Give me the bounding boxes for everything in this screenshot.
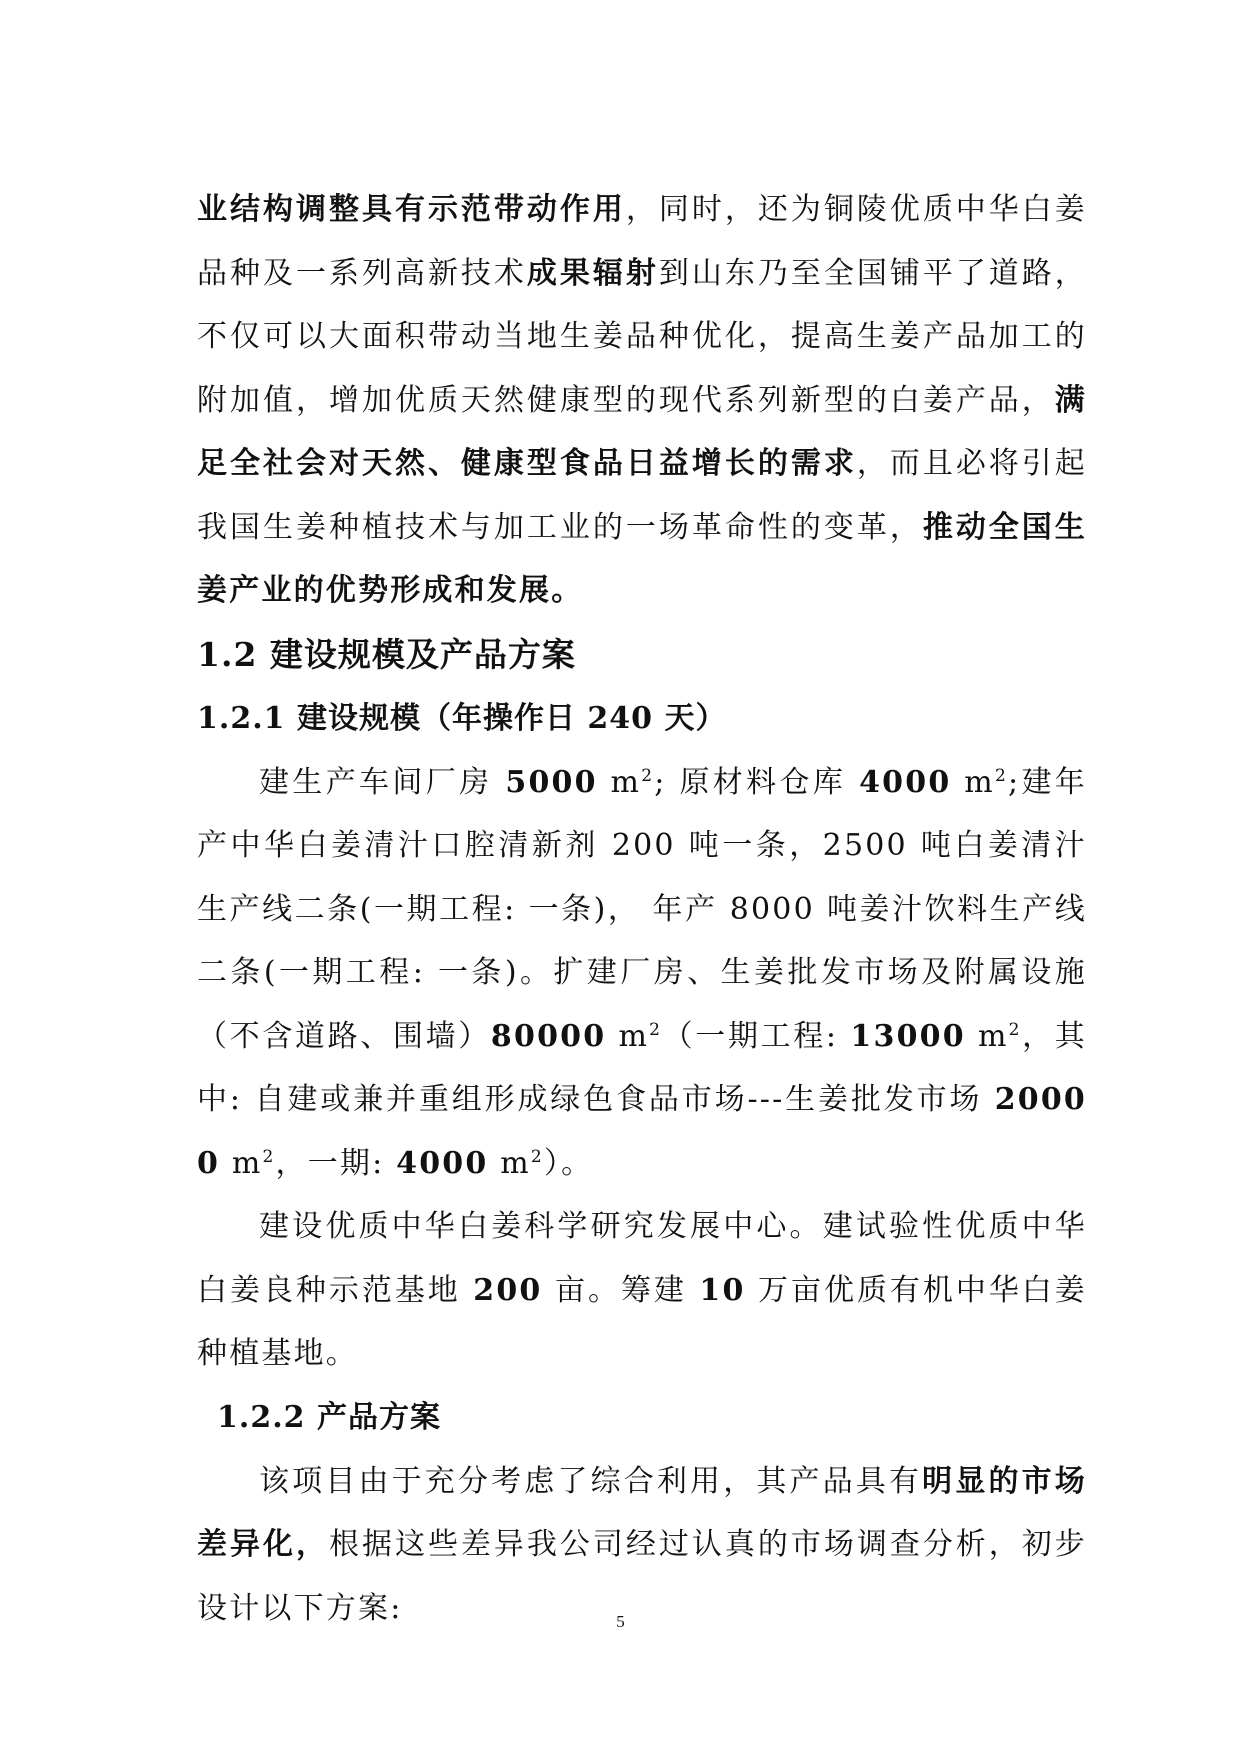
body-text: 根据这些差异我公司经过认真的市场调查分析，初步设计以下方案: [197, 1527, 1087, 1626]
body-text: 建生产车间厂房 [259, 764, 506, 800]
body-text: ;建年产中华白姜清汁口腔清新剂 200 吨一条，2500 吨白姜清汁生产线二条(一期工程: 一条)， 年产 8000 吨姜汁饮料生产线二条(一期工程: 一条)。扩建厂房、生姜批发市场及附属设施（不含道路、围墙） [197, 764, 1087, 1054]
unit-superscript: 2 [1008, 1019, 1022, 1040]
unit-superscript: 2 [262, 1146, 276, 1167]
body-text: 亩。筹建 [542, 1272, 700, 1308]
unit: m [951, 764, 995, 800]
section-heading-1-2-1: 1.2.1 建设规模（年操作日 240 天） [197, 700, 727, 736]
unit: m [597, 764, 642, 800]
body-text: （一期工程: [662, 1018, 851, 1054]
bold-phrase: 满足全社会对天然、健康型食品日益增长的需求 [197, 382, 1087, 481]
unit: m [606, 1018, 650, 1054]
body-text: 建设优质中华白姜科学研究发展中心。建试验性优质中华白姜良种示范基地 [197, 1209, 1087, 1308]
bold-phrase: 推动全国生姜产业的优势形成和发展。 [197, 509, 1087, 608]
quantity-value: 200 [473, 1272, 543, 1308]
body-text: ，而且必将引起我国生姜种植技术与加工业的一场革命性的变革， [197, 446, 1087, 545]
area-value: 80000 [490, 1018, 607, 1054]
area-value: 20000 [197, 1082, 1087, 1181]
intro-paragraph [197, 178, 1087, 623]
body-text: ，一期: [275, 1145, 397, 1181]
page-content [197, 178, 1087, 1640]
section-heading-1-2-2: 1.2.2 产品方案 [217, 1399, 441, 1435]
body-text: ，其中: 自建或兼并重组形成绿色食品市场---生姜批发市场 [197, 1018, 1087, 1117]
research-center-paragraph [197, 1195, 1087, 1386]
bold-phrase: 成果辐射 [526, 255, 659, 291]
bold-phrase: 业结构调整具有示范带动作用 [197, 192, 626, 227]
unit: m [220, 1145, 263, 1181]
bold-phrase: 明显的市场差异化， [197, 1463, 1088, 1562]
unit: m [965, 1018, 1009, 1054]
body-text: 该项目由于充分考虑了综合利用，其产品具有 [259, 1463, 923, 1499]
unit-superscript: 2 [649, 1019, 663, 1040]
page-number: 5 [616, 1612, 625, 1631]
unit-superscript: 2 [641, 765, 655, 786]
area-value: 13000 [850, 1018, 966, 1054]
construction-scale-paragraph [197, 751, 1087, 1196]
body-text: ，同时，还为铜陵优质中华白姜品种及一系列高新技术 [197, 192, 1087, 291]
unit-superscript: 2 [994, 765, 1008, 786]
area-value: 4000 [396, 1145, 489, 1181]
body-text: ; 原材料仓库 [654, 764, 860, 800]
quantity-value: 10 [699, 1272, 746, 1308]
unit: m [488, 1145, 531, 1181]
section-heading-1-2: 1.2 建设规模及产品方案 [197, 634, 576, 674]
body-text: 到山东乃至全国铺平了道路，不仅可以大面积带动当地生姜品种优化，提高生姜产品加工的附加值，增加优质天然健康型的现代系列新型的白姜产品， [197, 255, 1087, 418]
unit-superscript: 2 [530, 1146, 544, 1167]
area-value: 5000 [505, 764, 598, 800]
body-text: 万亩优质有机中华白姜种植基地。 [197, 1272, 1087, 1371]
area-value: 4000 [859, 764, 952, 800]
body-text: ）。 [543, 1145, 594, 1181]
